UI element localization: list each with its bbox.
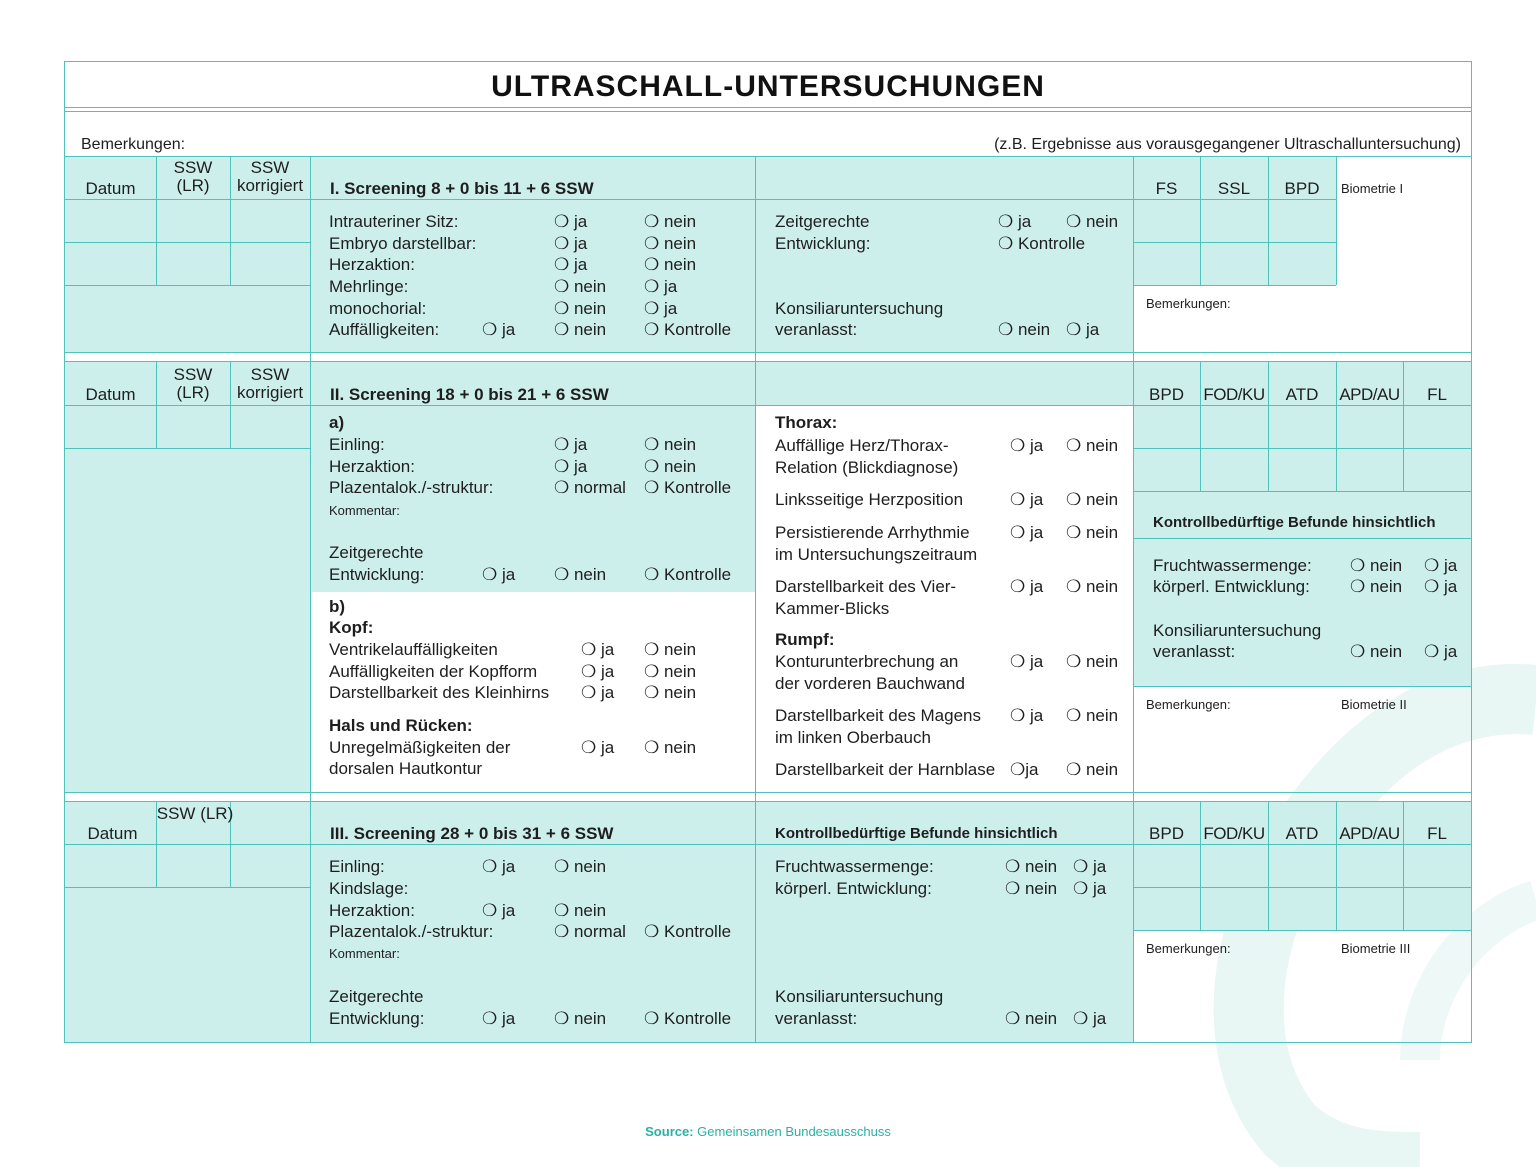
s2b-row-label: Auffälligkeiten der Kopfform — [329, 662, 538, 681]
remarks-hint: (z.B. Ergebnisse aus vorausgegangener Ultraschalluntersuchung) — [994, 136, 1461, 153]
s2-consult-option[interactable]: ❍ nein — [1350, 642, 1403, 661]
s3-option[interactable]: ❍ Kontrolle — [644, 922, 732, 941]
s2a-row-label: Einling: — [329, 435, 385, 454]
thorax-option[interactable]: ❍ ja — [1010, 577, 1044, 596]
thorax-option[interactable]: ❍ nein — [1066, 577, 1119, 596]
s1-dev-option[interactable]: ❍ ja — [998, 212, 1032, 231]
s2a-dev-label: Zeitgerechte — [329, 543, 424, 562]
s1-development-label: Zeitgerechte — [775, 212, 870, 231]
s1-row-label: Mehrlinge: — [329, 277, 409, 296]
s2b-neck-label: dorsalen Hautkontur — [329, 759, 483, 778]
thorax-option[interactable]: ❍ ja — [1010, 523, 1044, 542]
biometry-header: BPD — [1284, 179, 1320, 198]
thorax-item-label: im Untersuchungszeitraum — [775, 545, 978, 564]
s2-consult-label: veranlasst: — [1153, 642, 1236, 661]
datum-header-3: Datum — [87, 824, 138, 843]
s1-development-label: Entwicklung: — [775, 234, 871, 253]
rumpf-title: Rumpf: — [775, 630, 835, 649]
biometry-header: FL — [1427, 824, 1447, 843]
s1-option[interactable]: ❍ nein — [644, 234, 697, 253]
s3-findings-option[interactable]: ❍ ja — [1073, 857, 1107, 876]
s3-findings-option[interactable]: ❍ nein — [1005, 857, 1058, 876]
s2b-neck-option[interactable]: ❍ nein — [644, 738, 697, 757]
s2a-option[interactable]: ❍ nein — [644, 435, 697, 454]
s1-row-label: Intrauteriner Sitz: — [329, 212, 459, 231]
s3-row-label: Kindslage: — [329, 879, 409, 898]
s3-row-label: Einling: — [329, 857, 385, 876]
s1-remarks: Bemerkungen: — [1146, 296, 1231, 311]
biometry-header: BPD — [1149, 385, 1184, 404]
s3-consult-option[interactable]: ❍ nein — [1005, 1009, 1058, 1028]
thorax-option[interactable]: ❍ nein — [1066, 436, 1119, 455]
source-text: Gemeinsamen Bundesausschuss — [697, 1124, 891, 1139]
thorax-title: Thorax: — [775, 413, 838, 432]
s1-option[interactable]: ❍ ja — [482, 320, 516, 339]
s2a-option[interactable]: ❍ Kontrolle — [644, 478, 732, 497]
thorax-item-label: Kammer-Blicks — [775, 599, 890, 618]
s3-option[interactable]: ❍ ja — [482, 901, 516, 920]
rumpf-item-label: der vorderen Bauchwand — [775, 674, 965, 693]
datum-header-2: Datum — [85, 385, 136, 404]
s2-consult-option[interactable]: ❍ ja — [1424, 642, 1458, 661]
ssw-lr-header-1: SSW (LR) — [173, 158, 213, 195]
s1-option[interactable]: ❍ ja — [644, 299, 678, 318]
s2a-comment: Kommentar: — [329, 503, 400, 518]
s1-consult-label: Konsiliaruntersuchung — [775, 299, 944, 318]
biometry1-label: Biometrie I — [1341, 181, 1404, 196]
s3-dev-option[interactable]: ❍ Kontrolle — [644, 1009, 732, 1028]
s1-option[interactable]: ❍ nein — [644, 255, 697, 274]
rumpf-option[interactable]: ❍ ja — [1010, 706, 1044, 725]
thorax-option[interactable]: ❍ ja — [1010, 490, 1044, 509]
s1-option[interactable]: ❍ ja — [644, 277, 678, 296]
biometry-header: BPD — [1149, 824, 1184, 843]
s3-consult-label: Konsiliaruntersuchung — [775, 987, 944, 1006]
s1-option[interactable]: ❍ nein — [554, 320, 607, 339]
thorax-option[interactable]: ❍ ja — [1010, 436, 1044, 455]
s2a-option[interactable]: ❍ ja — [554, 435, 588, 454]
s1-option[interactable]: ❍ ja — [554, 234, 588, 253]
s3-findings-option[interactable]: ❍ nein — [1005, 879, 1058, 898]
thorax-item-label: Darstellbarkeit des Vier- — [775, 577, 957, 596]
s2b-label: b) — [329, 597, 346, 616]
s1-option[interactable]: ❍ Kontrolle — [644, 320, 732, 339]
thorax-item-label: Relation (Blickdiagnose) — [775, 458, 959, 477]
s3-dev-option[interactable]: ❍ nein — [554, 1009, 607, 1028]
s3-comment: Kommentar: — [329, 946, 400, 961]
biometry-header: ATD — [1285, 385, 1319, 404]
s1-row-label: Herzaktion: — [329, 255, 415, 274]
biometry-header: APD/AU — [1339, 824, 1400, 843]
s2b-option[interactable]: ❍ ja — [581, 683, 615, 702]
s3-consult-label: veranlasst: — [775, 1009, 858, 1028]
s3-dev-label: Zeitgerechte — [329, 987, 424, 1006]
screening1-heading: I. Screening 8 + 0 bis 11 + 6 SSW — [330, 179, 594, 198]
s1-option[interactable]: ❍ nein — [644, 212, 697, 231]
s2-findings-option[interactable]: ❍ nein — [1350, 556, 1403, 575]
s1-consult-option[interactable]: ❍ ja — [1066, 320, 1100, 339]
s2-remarks: Bemerkungen: — [1146, 697, 1231, 712]
s3-findings-option[interactable]: ❍ ja — [1073, 879, 1107, 898]
rumpf-option[interactable]: ❍ nein — [1066, 652, 1119, 671]
screening2-heading: II. Screening 18 + 0 bis 21 + 6 SSW — [330, 385, 609, 404]
rumpf-option[interactable]: ❍ nein — [1066, 706, 1119, 725]
s2a-option[interactable]: ❍ normal — [554, 478, 626, 497]
source-line — [0, 1124, 1536, 1139]
s1-dev-option[interactable]: ❍ nein — [1066, 212, 1119, 231]
s1-consult-label: veranlasst: — [775, 320, 858, 339]
biometry-header: FOD/KU — [1203, 824, 1265, 843]
s1-row-label: Embryo darstellbar: — [329, 234, 477, 253]
s1-row-label: Auffälligkeiten: — [329, 320, 440, 339]
biometry2-label: Biometrie II — [1341, 697, 1407, 712]
s2b-row-label: Ventrikelauffälligkeiten — [329, 640, 498, 659]
s2-consult-label: Konsiliaruntersuchung — [1153, 621, 1322, 640]
s1-consult-option[interactable]: ❍ nein — [998, 320, 1051, 339]
rumpf-option[interactable]: ❍ nein — [1066, 760, 1119, 779]
s1-row-label: monochorial: — [329, 299, 427, 318]
source-label: Source: — [645, 1124, 694, 1139]
remarks-label: Bemerkungen: — [81, 136, 186, 153]
s2a-option[interactable]: ❍ nein — [644, 457, 697, 476]
s3-findings-label: Fruchtwassermenge: — [775, 857, 934, 876]
biometry-header: FS — [1155, 179, 1178, 198]
s3-consult-option[interactable]: ❍ ja — [1073, 1009, 1107, 1028]
biometry1-fill — [1133, 157, 1336, 285]
s2b-option[interactable]: ❍ nein — [644, 683, 697, 702]
s2b-neck-title: Hals und Rücken: — [329, 716, 473, 735]
thorax-item-label: Auffällige Herz/Thorax- — [775, 436, 949, 455]
s3-dev-label: Entwicklung: — [329, 1009, 425, 1028]
s3-remarks: Bemerkungen: — [1146, 941, 1231, 956]
s1-dev-option[interactable]: ❍ Kontrolle — [998, 234, 1086, 253]
biometry-header: ATD — [1285, 824, 1319, 843]
s3-dev-option[interactable]: ❍ ja — [482, 1009, 516, 1028]
s2-findings-title: Kontrollbedürftige Befunde hinsichtlich — [1153, 514, 1436, 531]
s2a-dev-label: Entwicklung: — [329, 565, 425, 584]
rumpf-item-label: Konturunterbrechung an — [775, 652, 959, 671]
biometry-header: SSL — [1217, 179, 1251, 198]
s3-option[interactable]: ❍ nein — [554, 901, 607, 920]
biometry-header: FL — [1427, 385, 1447, 404]
rumpf-item-label: im linken Oberbauch — [775, 728, 931, 747]
s2a-dev-option[interactable]: ❍ nein — [554, 565, 607, 584]
s3-option[interactable]: ❍ normal — [554, 922, 626, 941]
s3-row-label: Herzaktion: — [329, 901, 415, 920]
ssw-korr-header-1: SSW korrigiert — [236, 158, 304, 195]
s3-findings-title: Kontrollbedürftige Befunde hinsichtlich — [775, 825, 1058, 842]
s2b-head-title: Kopf: — [329, 618, 374, 637]
s2a-label: a) — [329, 413, 345, 432]
biometry-header: FOD/KU — [1203, 385, 1265, 404]
s2a-dev-option[interactable]: ❍ Kontrolle — [644, 565, 732, 584]
s1-option[interactable]: ❍ nein — [554, 277, 607, 296]
s2b-option[interactable]: ❍ nein — [644, 640, 697, 659]
ssw-lr-header-3: SSW (LR) — [156, 804, 234, 823]
s2b-option[interactable]: ❍ ja — [581, 640, 615, 659]
s2a-row-label: Plazentalok./-struktur: — [329, 478, 494, 497]
rumpf-option[interactable]: ❍ ja — [1010, 652, 1044, 671]
screening2-left-fill — [65, 362, 311, 792]
s2b-neck-option[interactable]: ❍ ja — [581, 738, 615, 757]
rumpf-item-label: Darstellbarkeit des Magens — [775, 706, 981, 725]
thorax-item-label: Persistierende Arrhythmie — [775, 523, 970, 542]
screening3-top-fill — [65, 801, 1471, 930]
thorax-item-label: Linksseitige Herzposition — [775, 490, 964, 509]
s2a-row-label: Herzaktion: — [329, 457, 415, 476]
s3-findings-label: körperl. Entwicklung: — [775, 879, 932, 898]
ssw-lr-header-2: SSW (LR) — [173, 365, 213, 402]
datum-header-1: Datum — [85, 179, 136, 198]
page-title: ULTRASCHALL-UNTERSUCHUNGEN — [491, 70, 1045, 103]
s1-option[interactable]: ❍ ja — [554, 212, 588, 231]
s3-option[interactable]: ❍ ja — [482, 857, 516, 876]
s1-option[interactable]: ❍ nein — [554, 299, 607, 318]
biometry-header: APD/AU — [1339, 385, 1400, 404]
ssw-korr-header-2: SSW korrigiert — [236, 365, 304, 402]
s2-findings-option[interactable]: ❍ ja — [1424, 556, 1458, 575]
screening3-heading: III. Screening 28 + 0 bis 31 + 6 SSW — [330, 824, 614, 843]
s2-findings-option[interactable]: ❍ nein — [1350, 577, 1403, 596]
biometry3-label: Biometrie III — [1341, 941, 1411, 956]
thorax-option[interactable]: ❍ nein — [1066, 523, 1119, 542]
s3-option[interactable]: ❍ nein — [554, 857, 607, 876]
s2b-option[interactable]: ❍ nein — [644, 662, 697, 681]
s2b-neck-label: Unregelmäßigkeiten der — [329, 738, 511, 757]
s2a-dev-option[interactable]: ❍ ja — [482, 565, 516, 584]
s2-findings-label: Fruchtwassermenge: — [1153, 556, 1312, 575]
s1-option[interactable]: ❍ ja — [554, 255, 588, 274]
s2b-option[interactable]: ❍ ja — [581, 662, 615, 681]
s3-row-label: Plazentalok./-struktur: — [329, 922, 494, 941]
s2-findings-label: körperl. Entwicklung: — [1153, 577, 1310, 596]
s2-findings-option[interactable]: ❍ ja — [1424, 577, 1458, 596]
rumpf-item-label: Darstellbarkeit der Harnblase — [775, 760, 996, 779]
s2a-option[interactable]: ❍ ja — [554, 457, 588, 476]
rumpf-option[interactable]: ❍ja — [1010, 760, 1039, 779]
thorax-option[interactable]: ❍ nein — [1066, 490, 1119, 509]
s2b-row-label: Darstellbarkeit des Kleinhirns — [329, 683, 550, 702]
